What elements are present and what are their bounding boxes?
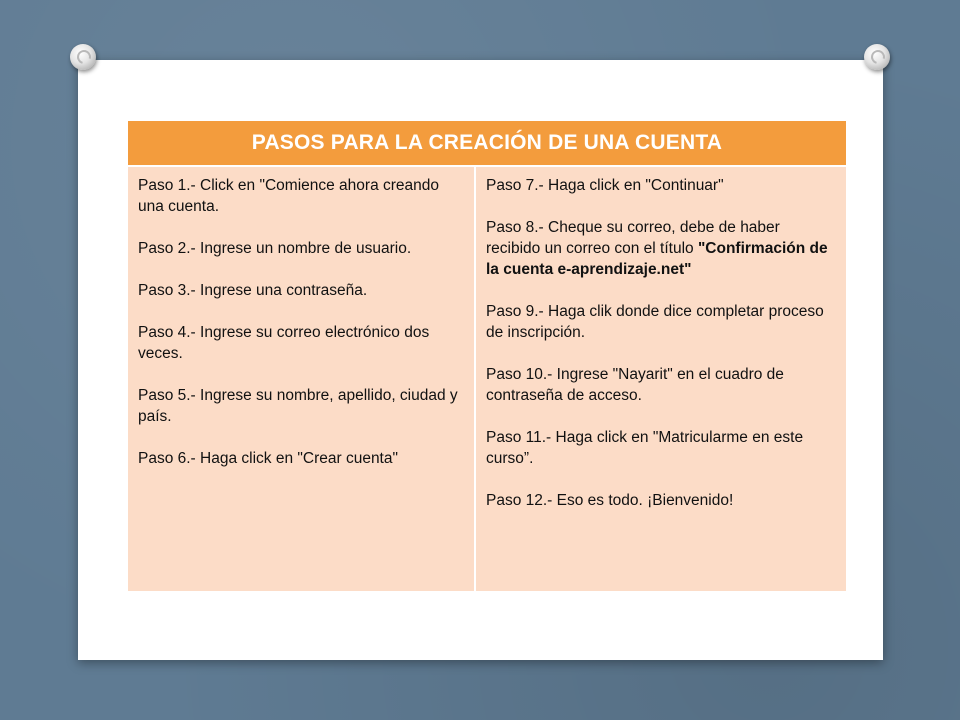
pushpin-icon [70,44,96,70]
step-3: Paso 3.- Ingrese una contraseña. [138,282,368,299]
pushpin-icon [864,44,890,70]
step-5: Paso 5.- Ingrese su nombre, apellido, ciudad y país. [138,387,458,425]
step-8-text: Paso 8.- Cheque su correo, debe de haber recibido un correo con el título [486,219,780,257]
table-body [128,167,846,591]
step-12: Paso 12.- Eso es todo. ¡Bienvenido! [486,492,734,509]
step-8-highlight: "Confirmación de la cuenta e-aprendizaje.net" [486,240,828,278]
steps-table [127,120,847,590]
table-header [128,121,846,167]
step-4: Paso 4.- Ingrese su correo electrónico dos veces. [138,324,430,362]
left-column [128,167,476,591]
step-10: Paso 10.- Ingrese "Nayarit" en el cuadro de contraseña de acceso. [486,366,784,404]
step-7: Paso 7.- Haga click en "Continuar" [486,177,724,194]
step-6: Paso 6.- Haga click en "Crear cuenta" [138,450,398,467]
right-column [476,167,846,591]
step-9: Paso 9.- Haga clik donde dice completar proceso de inscripción. [486,303,824,341]
step-1: Paso 1.- Click en "Comience ahora creando una cuenta. [138,177,440,215]
step-8 [486,217,836,280]
slide-title: PASOS PARA LA CREACIÓN DE UNA CUENTA [251,131,723,154]
step-11: Paso 11.- Haga click en "Matricularme en este curso”. [486,429,804,467]
step-2: Paso 2.- Ingrese un nombre de usuario. [138,240,412,257]
